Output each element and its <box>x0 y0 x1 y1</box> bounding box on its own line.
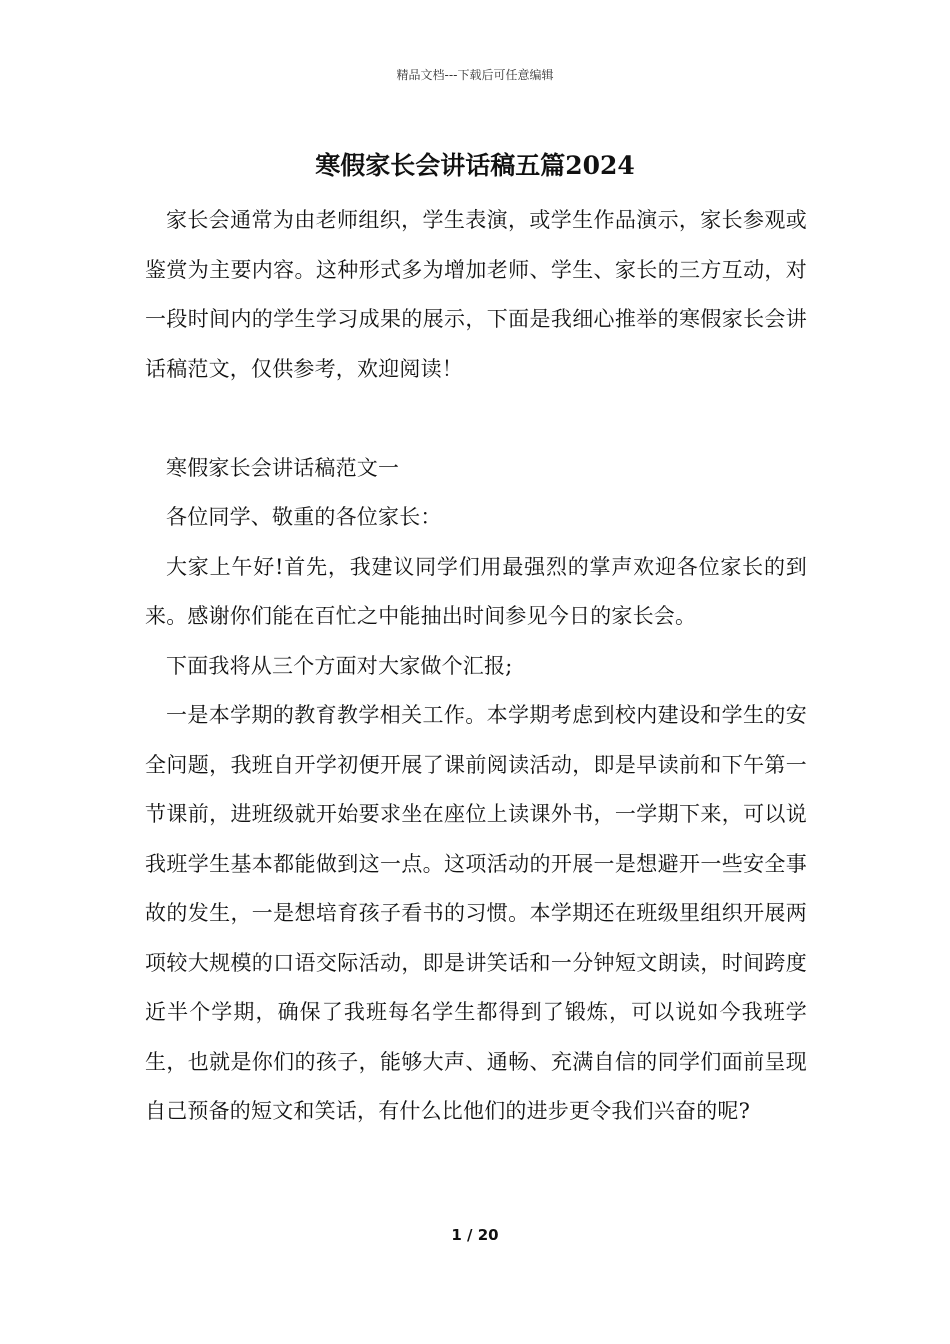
header-note: 精品文档---下载后可任意编辑 <box>396 68 554 82</box>
document-title: 寒假家长会讲话稿五篇2024 <box>315 151 635 180</box>
greeting-paragraph: 大家上午好!首先，我建议同学们用最强烈的掌声欢迎各位家长的到来。感谢你们能在百忙之中能抽出时间参见今日的家长会。 <box>145 554 807 628</box>
document-body <box>145 196 807 1137</box>
intro-paragraph: 家长会通常为由老师组织，学生表演，或学生作品演示，家长参观或鉴赏为主要内容。这种形式多为增加老师、学生、家长的三方互动，对一段时间内的学生学习成果的展示，下面是我细心推举的寒假家长会讲话稿范文，仅供参考，欢迎阅读！ <box>145 208 807 381</box>
section-heading: 寒假家长会讲话稿范文一 <box>166 455 400 480</box>
paragraph-spacer <box>145 394 807 444</box>
body-paragraph: 一是本学期的教育教学相关工作。本学期考虑到校内建设和学生的安全问题，我班自开学初便开展了课前阅读活动，即是早读前和下午第一节课前，进班级就开始要求坐在座位上读课外书，一学期下来，可以说我班学生基本都能做到这一点。这项活动的开展一是想避开一些安全事故的发生，一是想培育孩子看书的习惯。本学期还在班级里组织开展两项较大规模的口语交际活动，即是讲笑话和一分钟短文朗读，时间跨度近半个学期，确保了我班每名学生都得到了锻炼，可以说如今我班学生，也就是你们的孩子，能够大声、通畅、充满自信的同学们面前呈现自己预备的短文和笑话，有什么比他们的进步更令我们兴奋的呢? <box>145 703 807 1123</box>
outline-paragraph: 下面我将从三个方面对大家做个汇报; <box>166 653 513 678</box>
salutation: 各位同学、敬重的各位家长： <box>166 505 442 529</box>
page-number: 1 / 20 <box>451 1226 499 1244</box>
